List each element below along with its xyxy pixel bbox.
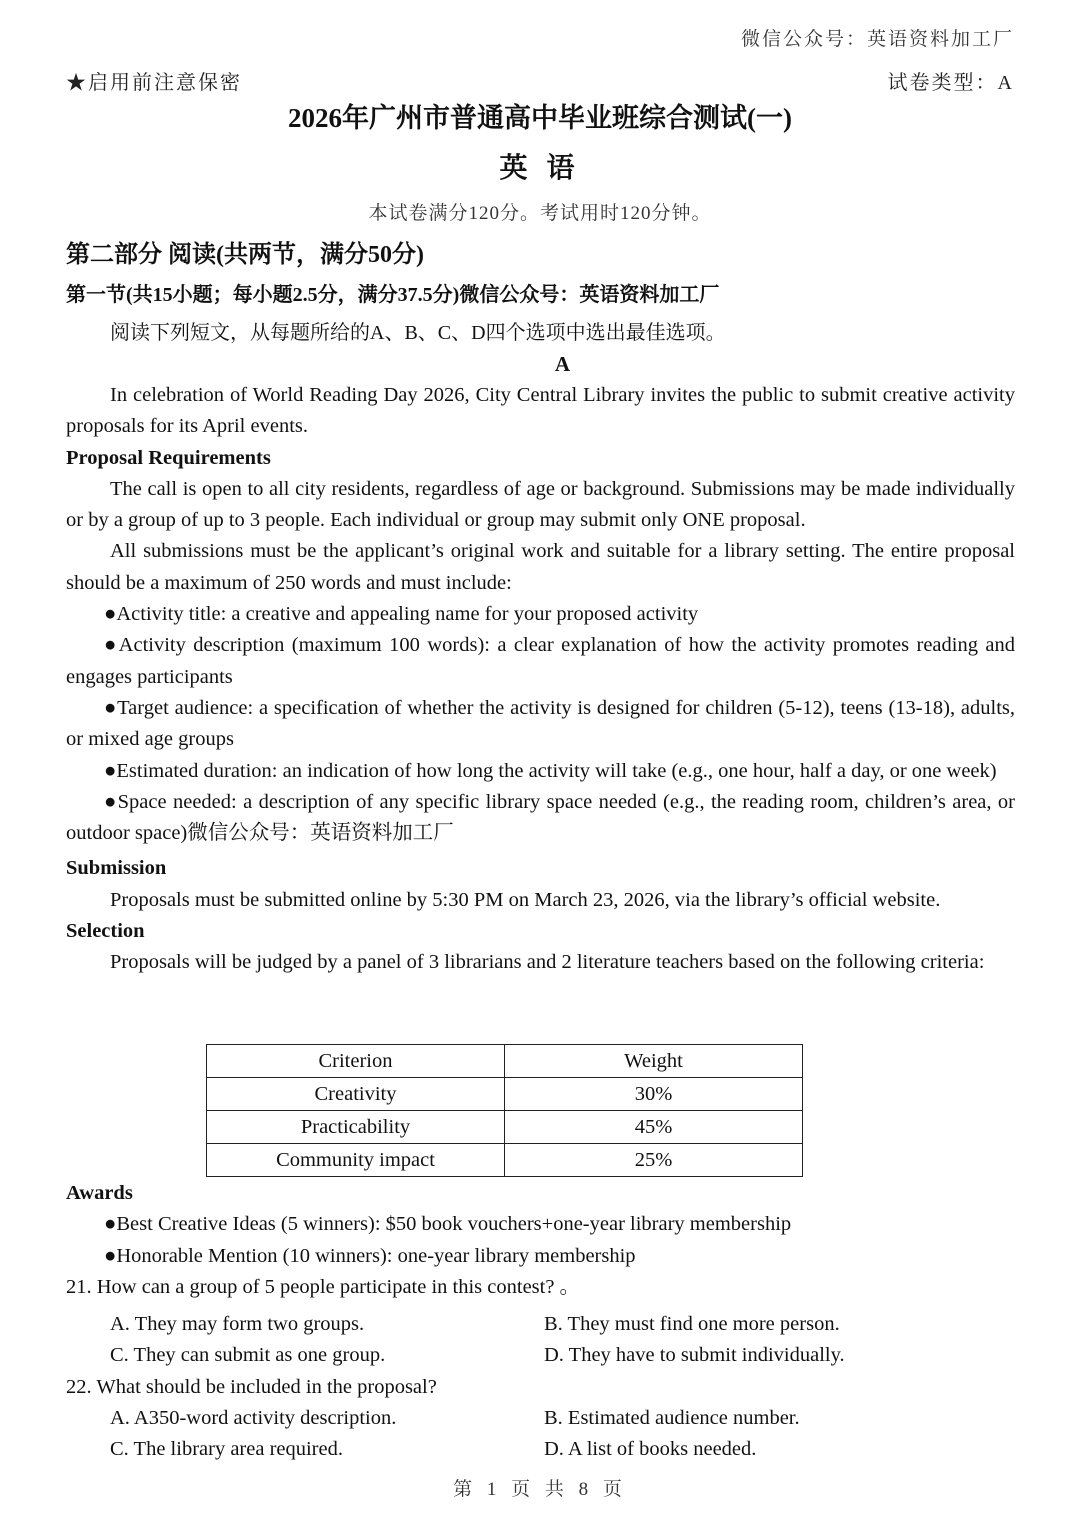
question-21-options-row-2 — [66, 1340, 1015, 1371]
subject-title: 英 语 — [499, 153, 581, 184]
option-c: C. They can submit as one group. — [110, 1344, 386, 1367]
requirements-heading: Proposal Requirements — [66, 446, 271, 469]
table-cell-weight: 30% — [505, 1078, 803, 1111]
table-cell-criterion: Practicability — [207, 1111, 505, 1144]
selection-paragraph: Proposals will be judged by a panel of 3 librarians and 2 literature teachers based on the following criteria: — [110, 951, 985, 974]
section-title: 第一节(共15小题；每小题2.5分，满分37.5分)微信公众号：英语资料加工厂 — [66, 284, 720, 306]
bullet-activity-title: ●Activity title: a creative and appealing name for your proposed activity — [104, 603, 699, 626]
award-item: ●Honorable Mention (10 winners): one-year library membership — [104, 1244, 636, 1267]
table-cell-criterion: Community impact — [207, 1144, 505, 1177]
requirements-paragraph-1: The call is open to all city residents, regardless of age or background. Submissions may be made individually or by a group of up to 3 people. Each individual or group may submit only ONE proposal. — [66, 477, 1015, 532]
table-row — [207, 1144, 803, 1177]
paper-type: 试卷类型：A — [887, 72, 1014, 94]
watermark-header: 微信公众号：英语资料加工厂 — [740, 29, 1014, 50]
question-22-options-row-2 — [66, 1434, 1015, 1465]
passage-body — [66, 380, 1015, 979]
passage-label: A — [554, 352, 571, 376]
table-cell-weight: 45% — [505, 1111, 803, 1144]
table-header-row — [207, 1045, 803, 1078]
option-b: B. They must find one more person. — [544, 1313, 840, 1336]
option-d: D. They have to submit individually. — [544, 1344, 845, 1367]
question-21-stem: 21. How can a group of 5 people participate in this contest? 。 — [66, 1275, 581, 1298]
question-22-stem: 22. What should be included in the proposal? — [66, 1375, 437, 1398]
question-21-options-row-1 — [66, 1309, 1015, 1340]
option-a: A. They may form two groups. — [110, 1313, 365, 1336]
table-header-criterion: Criterion — [207, 1045, 505, 1078]
confidential-label: ★启用前注意保密 — [66, 72, 242, 94]
selection-heading: Selection — [66, 920, 145, 943]
part-title: 第二部分 阅读(共两节，满分50分) — [66, 242, 424, 268]
option-c: C. The library area required. — [110, 1438, 343, 1461]
bullet-space-needed: ●Space needed: a description of any specific library space needed (e.g., the reading room, children’s area, or outdoor space)微信公众号：英语资料加工厂 — [66, 790, 1015, 845]
option-d: D. A list of books needed. — [544, 1438, 757, 1461]
requirements-paragraph-2: All submissions must be the applicant’s original work and suitable for a library setting. The entire proposal should be a maximum of 250 words and must include: — [66, 540, 1015, 594]
criteria-table — [206, 1044, 803, 1177]
option-a: A. A350-word activity description. — [110, 1407, 397, 1430]
table-row — [207, 1078, 803, 1111]
table-cell-weight: 25% — [505, 1144, 803, 1177]
bullet-estimated-duration: ●Estimated duration: an indication of how long the activity will take (e.g., one hour, half a day, or one week) — [104, 759, 997, 782]
exam-note: 本试卷满分120分。考试用时120分钟。 — [368, 203, 712, 224]
intro-paragraph: In celebration of World Reading Day 2026, City Central Library invites the public to submit creative activity proposals for its April events. — [66, 384, 1015, 438]
submission-paragraph: Proposals must be submitted online by 5:30 PM on March 23, 2026, via the library’s official website. — [110, 888, 941, 911]
page-footer: 第 1 页 共 8 页 — [453, 1479, 627, 1500]
awards-heading: Awards — [66, 1182, 133, 1204]
instruction: 阅读下列短文，从每题所给的A、B、C、D四个选项中选出最佳选项。 — [110, 322, 726, 344]
table-header-weight: Weight — [505, 1045, 803, 1078]
question-22-options-row-1 — [66, 1403, 1015, 1434]
submission-heading: Submission — [66, 857, 167, 880]
option-b: B. Estimated audience number. — [544, 1407, 800, 1430]
bullet-activity-description: ●Activity description (maximum 100 words): a clear explanation of how the activity promotes reading and engages participants — [66, 634, 1015, 688]
bullet-target-audience: ●Target audience: a specification of whether the activity is designed for children (5-12), teens (13-18), adults, or mixed age groups — [66, 696, 1015, 751]
exam-title: 2026年广州市普通高中毕业班综合测试(一) — [288, 103, 792, 133]
table-row — [207, 1111, 803, 1144]
table-cell-criterion: Creativity — [207, 1078, 505, 1111]
questions-area — [66, 1178, 1015, 1466]
award-item: ●Best Creative Ideas (5 winners): $50 book vouchers+one-year library membership — [104, 1213, 792, 1236]
